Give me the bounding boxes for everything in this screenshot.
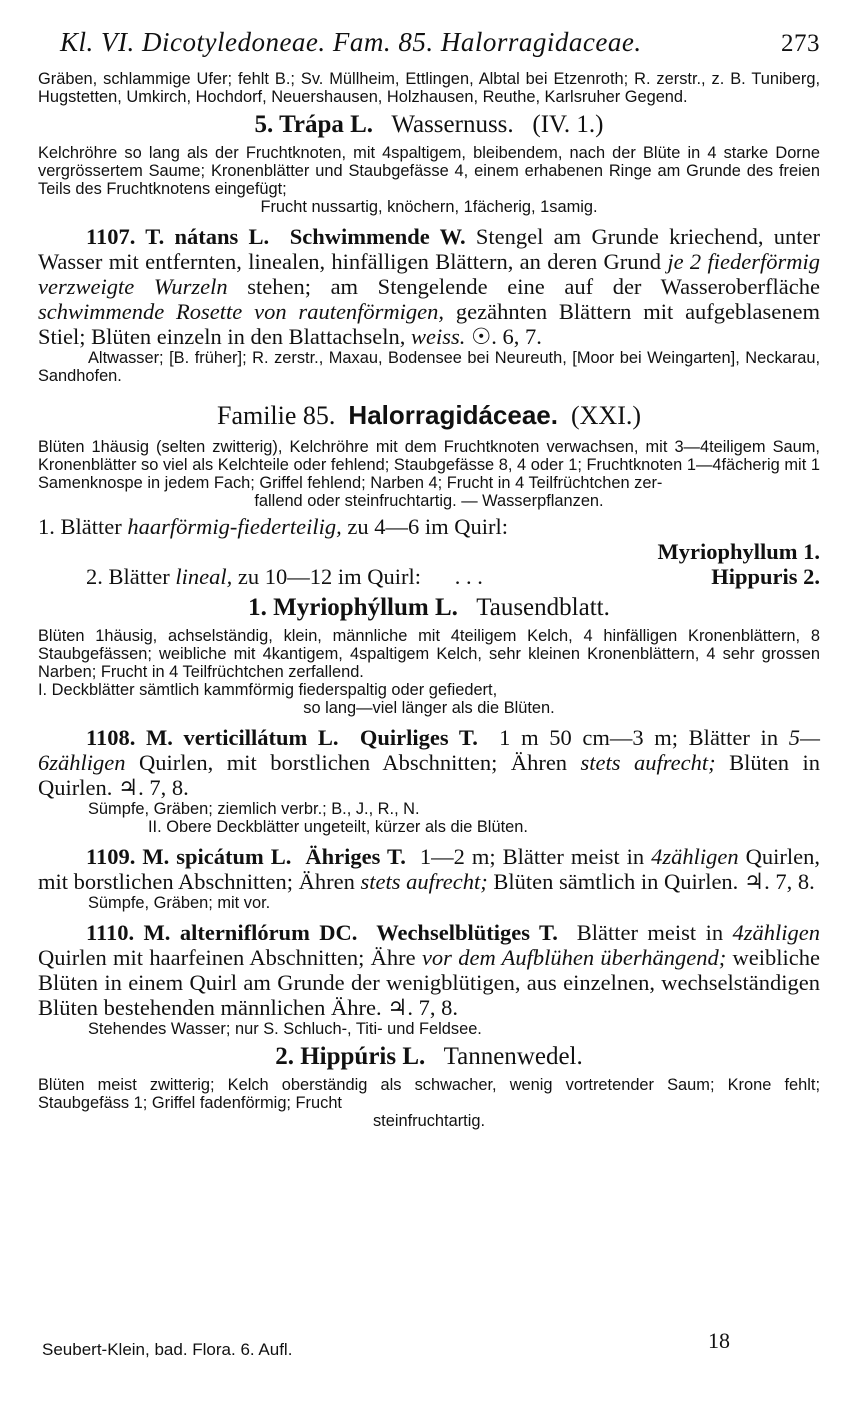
section-2: II. Obere Deckblätter ungeteilt, kürzer als die Blüten. [148,818,528,836]
species-1109-habitat: Sümpfe, Gräben; mit vor. [88,894,271,912]
page [38,14,820,1130]
running-header [38,14,820,70]
species-1108-habitat: Sümpfe, Gräben; ziemlich verbr.; B., J., R., N. [88,800,420,818]
family-description-end: fallend oder steinfruchtartig. — Wasserpflanzen. [254,492,604,510]
family-description: Blüten 1häusig (selten zwitterig), Kelchröhre mit dem Fruchtknoten verwachsen, mit 3—4teiligem Saum, Kronenblätter so viel als Kelchteile oder fehlend; Staubgefässe 8, 4 oder 1; Fruchtknoten 1—4fächerig mit 1 Samenknospe in jedem Fach; Griffel fehlend; Narben 4; Frucht in 4 Teilfrüchtchen zer- [38,438,820,492]
page-footer [42,1328,782,1360]
hippuris-description: Blüten meist zwitterig; Kelch oberständig als schwacher, wenig vortretender Saum; Krone fehlt; Staubgefäss 1; Griffel fadenförmig; Frucht [38,1076,820,1112]
genus-heading-myriophyllum: 1. Myriophýllum L. Tausendblatt. [248,594,610,621]
footer-text: Seubert-Klein, bad. Flora. 6. Aufl. [42,1340,293,1359]
key-entry-1: 1. Blätter haarförmig-fiederteilig, zu 4—6 im Quirl: Myriophyllum 1. [38,514,820,564]
section-1-end: so lang—viel länger als die Blüten. [303,699,555,717]
species-1108: 1108. M. verticillátum L. Quirliges T. 1 m 50 cm—3 m; Blätter in 5—6zähligen Quirlen, mit borstlichen Abschnitten; Ähren stets aufrecht; Blüten in Quirlen. ♃. 7, 8. [38,725,821,800]
family-heading: Familie 85. Halorragidáceae. (XXI.) [216,400,642,430]
trapa-description-end: Frucht nussartig, knöchern, 1fächerig, 1samig. [260,198,598,216]
species-1107-habitat: Altwasser; [B. früher]; R. zerstr., Maxau, Bodensee bei Neureuth, [Moor bei Weingarten], Neckarau, Sandhofen. [38,349,820,385]
page-number: 273 [781,30,820,57]
section-1: I. Deckblätter sämtlich kammförmig fiederspaltig oder gefiedert, [38,681,498,699]
header-title: Kl. VI. Dicotyledoneae. Fam. 85. Halorragidaceae. [60,27,642,57]
trapa-description: Kelchröhre so lang als der Fruchtknoten, mit 4spaltigem, bleibendem, nach der Blüte in 4 starke Dorne vergrössertem Saume; Kronenblätter und Staubgefässe 4, einem erhabenen Ringe am Grunde des freien Teils des Fruchtknotens eingefügt; [38,144,820,198]
signature-mark: 18 [708,1328,730,1353]
genus-heading-trapa: 5. Trápa L. Wassernuss. (IV. 1.) [254,111,604,138]
species-1110: 1110. M. alterniflórum DC. Wechselblütiges T. Blätter meist in 4zähligen Quirlen mit haarfeinen Abschnitten; Ähre vor dem Aufblühen überhängend; weibliche Blüten in einem Quirl am Grunde der wenigblütigen, aus einzelnen, wechselständigen Blüten bestehenden männlichen Ähre. ♃. 7, 8. [38,920,821,1020]
key-entry-2: 2. Blätter lineal, zu 10—12 im Quirl: . . . Hippuris 2. [86,564,820,589]
hippuris-description-end: steinfruchtartig. [372,1112,486,1130]
key-result-1: Myriophyllum 1. [657,539,820,564]
species-1109: 1109. M. spicátum L. Ähriges T. 1—2 m; Blätter meist in 4zähligen Quirlen, mit borstlichen Abschnitten; Ähren stets aufrecht; Blüten sämtlich in Quirlen. ♃. 7, 8. [38,844,820,894]
species-1107: 1107. T. nátans L. Schwimmende W. Stengel am Grunde kriechend, unter Wasser mit entfernten, linealen, hinfälligen Blättern, an deren Grund je 2 fiederförmig verzweigte Wurzeln stehen; am Stengelende eine auf der Wasseroberfläche schwimmende Rosette von rautenförmigen, gezähnten Blättern mit aufgeblasenem Stiel; Blüten einzeln in den Blattachseln, weiss. ☉. 6, 7. [38,224,821,349]
genus-heading-hippuris: 2. Hippúris L. Tannenwedel. [275,1043,583,1070]
species-1110-habitat: Stehendes Wasser; nur S. Schluch-, Titi- und Feldsee. [88,1020,482,1038]
key-result-2: Hippuris 2. [711,564,820,589]
myriophyllum-description: Blüten 1häusig, achselständig, klein, männliche mit 4teiligem Kelch, 4 hinfälligen Kronenblättern, 8 Staubgefässen; weibliche mit 4kantigem, 4spaltigem Kelch, sehr kleinen Kronenblättern, 4 sehr grossen Narben; Frucht in 4 Teilfrüchtchen zerfallend. [38,627,820,681]
intro-text: Gräben, schlammige Ufer; fehlt B.; Sv. Müllheim, Ettlingen, Albtal bei Etzenroth; R. zerstr., z. B. Tuniberg, Hugstetten, Umkirch, Hochdorf, Neuershausen, Holzhausen, Reuthe, Karlsruher Gegend. [38,70,820,106]
